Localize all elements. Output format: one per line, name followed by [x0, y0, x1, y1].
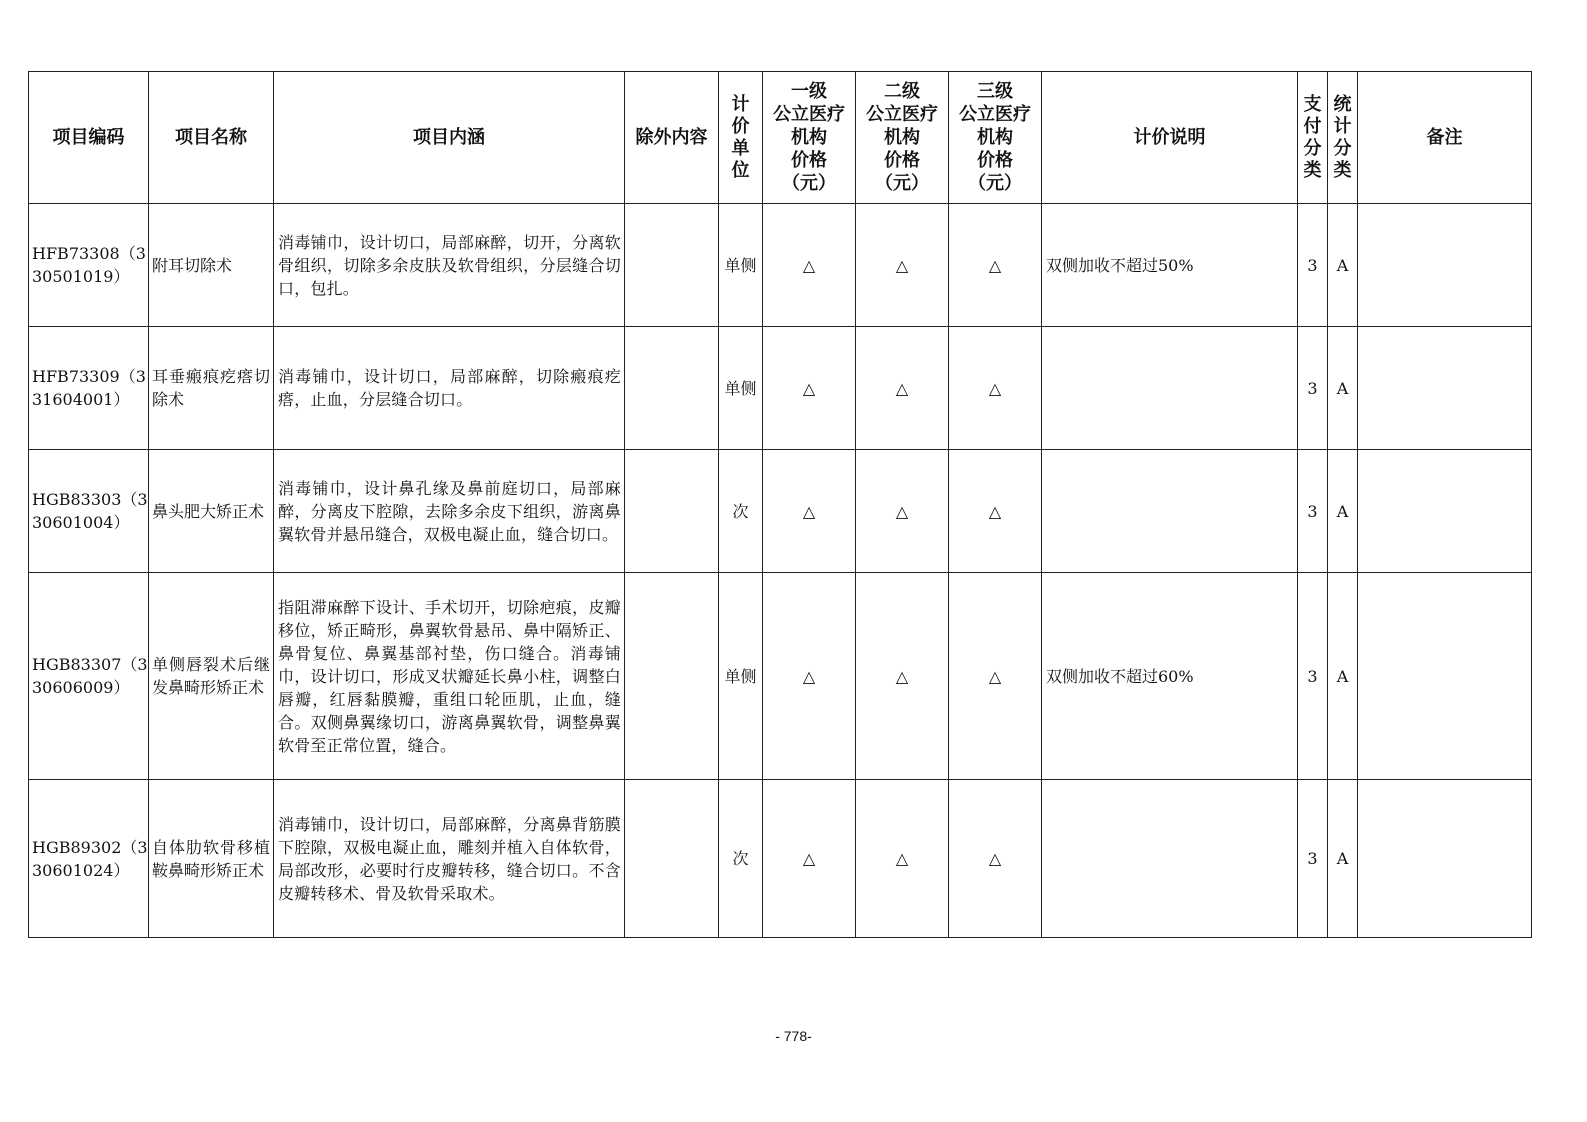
- item-price-level2: △: [856, 780, 949, 938]
- item-price-level1: △: [763, 204, 856, 327]
- item-statistics: A: [1328, 573, 1358, 780]
- item-price-level3: △: [949, 450, 1042, 573]
- fee-schedule-table: [28, 71, 1532, 938]
- header-price-level2: 二级 公立医疗 机构 价格 （元）: [856, 72, 949, 204]
- item-name: 自体肋软骨移植鞍鼻畸形矫正术: [149, 780, 274, 938]
- item-statistics: A: [1328, 204, 1358, 327]
- item-price-level2: △: [856, 450, 949, 573]
- item-statistics: A: [1328, 327, 1358, 450]
- item-name: 单侧唇裂术后继发鼻畸形矫正术: [149, 573, 274, 780]
- item-pricing-note: [1042, 327, 1298, 450]
- item-excluded: [625, 204, 719, 327]
- item-payment: 3: [1298, 327, 1328, 450]
- header-code: 项目编码: [29, 72, 149, 204]
- item-name: 鼻头肥大矫正术: [149, 450, 274, 573]
- header-remarks: 备注: [1358, 72, 1532, 204]
- item-unit: 单侧: [719, 204, 763, 327]
- item-price-level3: △: [949, 204, 1042, 327]
- header-excluded: 除外内容: [625, 72, 719, 204]
- header-row: [29, 72, 1532, 204]
- item-unit: 单侧: [719, 327, 763, 450]
- item-content: 消毒铺巾，设计切口，局部麻醉，分离鼻背筋膜下腔隙，双极电凝止血，雕刻并植入自体软骨，局部改形，必要时行皮瓣转移，缝合切口。不含皮瓣转移术、骨及软骨采取术。: [274, 780, 625, 938]
- header-statistics: 统计分类: [1328, 72, 1358, 204]
- item-code: HGB83303（330601004）: [29, 450, 149, 573]
- item-price-level1: △: [763, 450, 856, 573]
- item-excluded: [625, 450, 719, 573]
- item-name: 附耳切除术: [149, 204, 274, 327]
- item-price-level3: △: [949, 780, 1042, 938]
- item-pricing-note: 双侧加收不超过50%: [1042, 204, 1298, 327]
- page-number: - 778-: [775, 1028, 812, 1044]
- item-pricing-note: [1042, 780, 1298, 938]
- item-content: 消毒铺巾，设计鼻孔缘及鼻前庭切口，局部麻醉，分离皮下腔隙，去除多余皮下组织，游离鼻翼软骨并悬吊缝合，双极电凝止血，缝合切口。: [274, 450, 625, 573]
- item-code: HGB89302（330601024）: [29, 780, 149, 938]
- item-pricing-note: [1042, 450, 1298, 573]
- item-payment: 3: [1298, 780, 1328, 938]
- item-excluded: [625, 327, 719, 450]
- item-price-level3: △: [949, 573, 1042, 780]
- item-excluded: [625, 573, 719, 780]
- item-content: 指阻滞麻醉下设计、手术切开，切除疤痕，皮瓣移位，矫正畸形，鼻翼软骨悬吊、鼻中隔矫正、鼻骨复位、鼻翼基部衬垫，伤口缝合。消毒铺巾，设计切口，形成叉状瓣延长鼻小柱，调整白唇瓣，红唇黏膜瓣，重组口轮匝肌，止血，缝合。双侧鼻翼缘切口，游离鼻翼软骨，调整鼻翼软骨至正常位置，缝合。: [274, 573, 625, 780]
- table-row: [29, 327, 1532, 450]
- item-price-level1: △: [763, 327, 856, 450]
- item-code: HFB73308（330501019）: [29, 204, 149, 327]
- table-row: [29, 204, 1532, 327]
- item-unit: 单侧: [719, 573, 763, 780]
- table-row: [29, 780, 1532, 938]
- item-content: 消毒铺巾，设计切口，局部麻醉，切开，分离软骨组织，切除多余皮肤及软骨组织，分层缝合切口，包扎。: [274, 204, 625, 327]
- header-pricing-note: 计价说明: [1042, 72, 1298, 204]
- item-code: HFB73309（331604001）: [29, 327, 149, 450]
- item-statistics: A: [1328, 780, 1358, 938]
- header-unit: 计价单位: [719, 72, 763, 204]
- item-remarks: [1358, 573, 1532, 780]
- header-price-level3: 三级 公立医疗 机构 价格 （元）: [949, 72, 1042, 204]
- item-pricing-note: 双侧加收不超过60%: [1042, 573, 1298, 780]
- item-price-level3: △: [949, 327, 1042, 450]
- item-price-level2: △: [856, 204, 949, 327]
- header-content: 项目内涵: [274, 72, 625, 204]
- item-remarks: [1358, 204, 1532, 327]
- item-unit: 次: [719, 780, 763, 938]
- item-price-level1: △: [763, 780, 856, 938]
- item-price-level2: △: [856, 327, 949, 450]
- table-row: [29, 450, 1532, 573]
- header-price-level1: 一级 公立医疗 机构 价格 （元）: [763, 72, 856, 204]
- item-price-level1: △: [763, 573, 856, 780]
- item-statistics: A: [1328, 450, 1358, 573]
- item-remarks: [1358, 780, 1532, 938]
- header-name: 项目名称: [149, 72, 274, 204]
- item-payment: 3: [1298, 204, 1328, 327]
- header-payment: 支付分类: [1298, 72, 1328, 204]
- item-excluded: [625, 780, 719, 938]
- item-payment: 3: [1298, 573, 1328, 780]
- item-unit: 次: [719, 450, 763, 573]
- item-name: 耳垂瘢痕疙瘩切除术: [149, 327, 274, 450]
- item-remarks: [1358, 327, 1532, 450]
- item-remarks: [1358, 450, 1532, 573]
- item-payment: 3: [1298, 450, 1328, 573]
- item-content: 消毒铺巾，设计切口，局部麻醉，切除瘢痕疙瘩，止血，分层缝合切口。: [274, 327, 625, 450]
- item-price-level2: △: [856, 573, 949, 780]
- item-code: HGB83307（330606009）: [29, 573, 149, 780]
- table-row: [29, 573, 1532, 780]
